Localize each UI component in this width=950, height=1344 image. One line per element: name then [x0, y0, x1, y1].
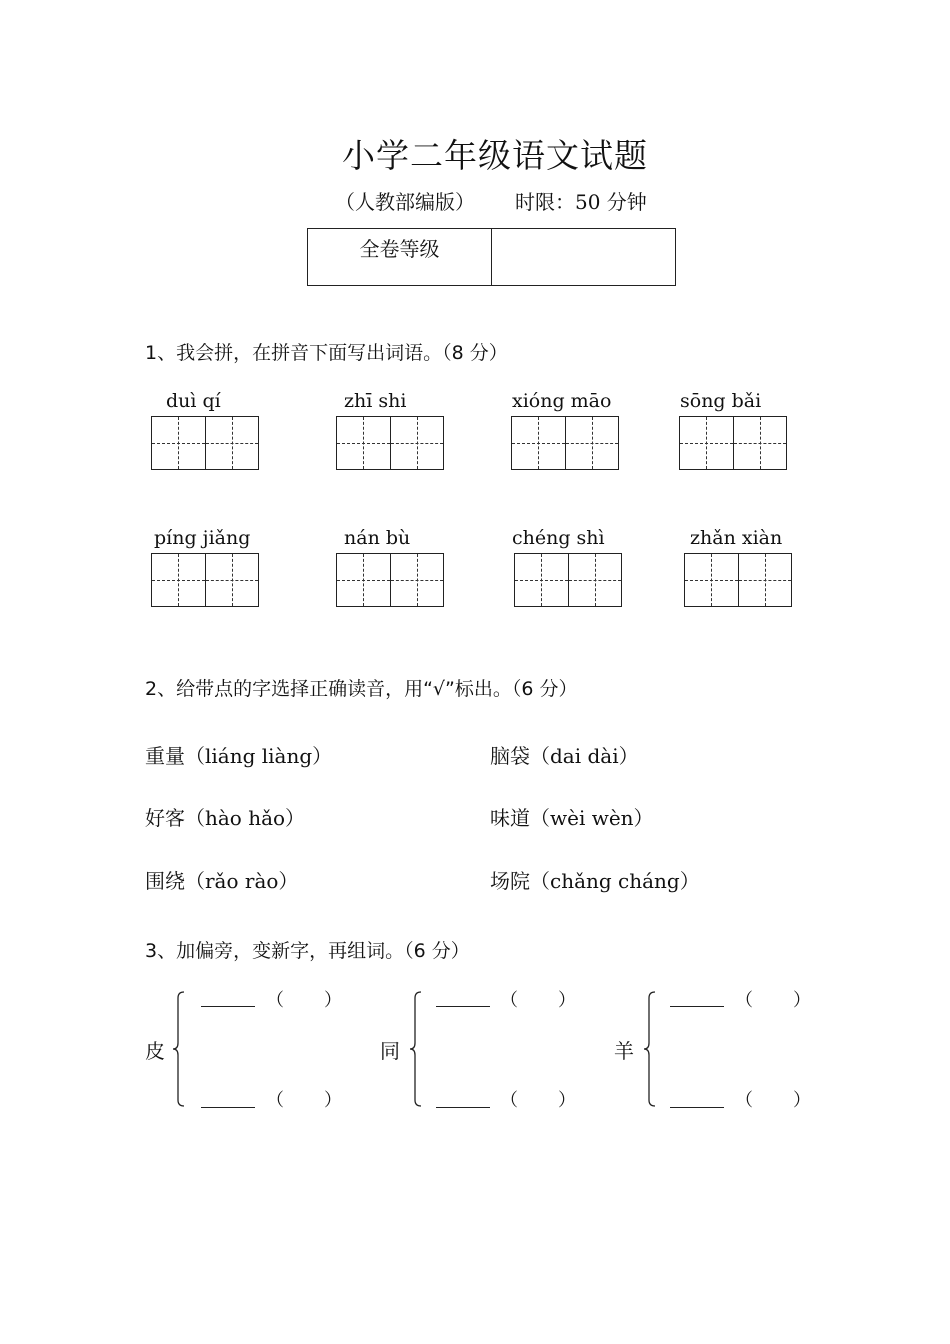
q3-blank-3b[interactable]	[670, 1107, 724, 1108]
q2-word: 味道	[490, 806, 530, 830]
q1-pinyin-2: zhī shi	[344, 390, 407, 412]
grade-table	[307, 228, 676, 286]
q1-writing-box-5[interactable]	[151, 553, 259, 607]
q2-word: 好客	[145, 806, 185, 830]
q3-blank-3a[interactable]	[670, 1006, 724, 1007]
edition-label: （人教部编版）	[335, 190, 475, 214]
q2-options[interactable]: （rǎo rào）	[185, 869, 299, 893]
q2-word: 重量	[145, 744, 185, 768]
q2-word: 围绕	[145, 869, 185, 893]
q2-options[interactable]: （chǎng cháng）	[530, 869, 700, 893]
q1-writing-box-7[interactable]	[514, 553, 622, 607]
q2-item-5[interactable]	[145, 865, 298, 894]
time-limit: 时限：50 分钟	[515, 190, 647, 214]
q2-item-6[interactable]	[490, 865, 700, 894]
q2-options[interactable]: （dai dài）	[530, 744, 639, 768]
q3-brace-icon	[172, 991, 186, 1107]
q1-heading: 1、我会拼，在拼音下面写出词语。（8 分）	[145, 342, 508, 364]
q2-item-4[interactable]	[490, 802, 654, 831]
subtitle	[335, 186, 647, 215]
q2-item-2[interactable]	[490, 740, 639, 769]
q2-heading: 2、给带点的字选择正确读音，用“√”标出。（6 分）	[145, 678, 578, 700]
q2-word: 脑袋	[490, 744, 530, 768]
q3-paren-1b[interactable]: （ ）	[266, 1090, 342, 1111]
q1-pinyin-4: sōng bǎi	[680, 390, 762, 412]
grade-label: 全卷等级	[308, 229, 492, 285]
q1-writing-box-6[interactable]	[336, 553, 444, 607]
q2-options[interactable]: （liáng liàng）	[185, 744, 333, 768]
q1-writing-box-2[interactable]	[336, 416, 444, 470]
q3-blank-2a[interactable]	[436, 1006, 490, 1007]
q1-pinyin-3: xióng māo	[512, 390, 612, 412]
q1-writing-box-4[interactable]	[679, 416, 787, 470]
q1-pinyin-8: zhǎn xiàn	[690, 527, 783, 549]
q3-paren-2b[interactable]: （ ）	[500, 1090, 576, 1111]
q1-pinyin-5: píng jiǎng	[154, 527, 251, 549]
q2-options[interactable]: （wèi wèn）	[530, 806, 654, 830]
grade-value-cell[interactable]	[492, 229, 675, 285]
q3-brace-icon	[643, 991, 657, 1107]
q1-writing-box-3[interactable]	[511, 416, 619, 470]
q3-paren-3b[interactable]: （ ）	[735, 1090, 811, 1111]
q2-item-3[interactable]	[145, 802, 305, 831]
q3-paren-1a[interactable]: （ ）	[266, 990, 342, 1011]
q3-char-3: 羊	[614, 1039, 634, 1063]
q3-char-2: 同	[380, 1039, 400, 1063]
q3-blank-1a[interactable]	[201, 1006, 255, 1007]
page-title: 小学二年级语文试题	[342, 136, 648, 175]
q3-paren-2a[interactable]: （ ）	[500, 990, 576, 1011]
q1-pinyin-1: duì qí	[166, 390, 221, 412]
q1-pinyin-6: nán bù	[344, 527, 411, 549]
q2-word: 场院	[490, 869, 530, 893]
q3-brace-icon	[409, 991, 423, 1107]
q3-heading: 3、加偏旁，变新字，再组词。（6 分）	[145, 940, 470, 962]
q2-item-1[interactable]	[145, 740, 332, 769]
q1-pinyin-7: chéng shì	[512, 527, 605, 549]
q3-blank-2b[interactable]	[436, 1107, 490, 1108]
q3-char-1: 皮	[145, 1039, 165, 1063]
q2-options[interactable]: （hào hǎo）	[185, 806, 306, 830]
q1-writing-box-1[interactable]	[151, 416, 259, 470]
q3-paren-3a[interactable]: （ ）	[735, 990, 811, 1011]
q3-blank-1b[interactable]	[201, 1107, 255, 1108]
q1-writing-box-8[interactable]	[684, 553, 792, 607]
